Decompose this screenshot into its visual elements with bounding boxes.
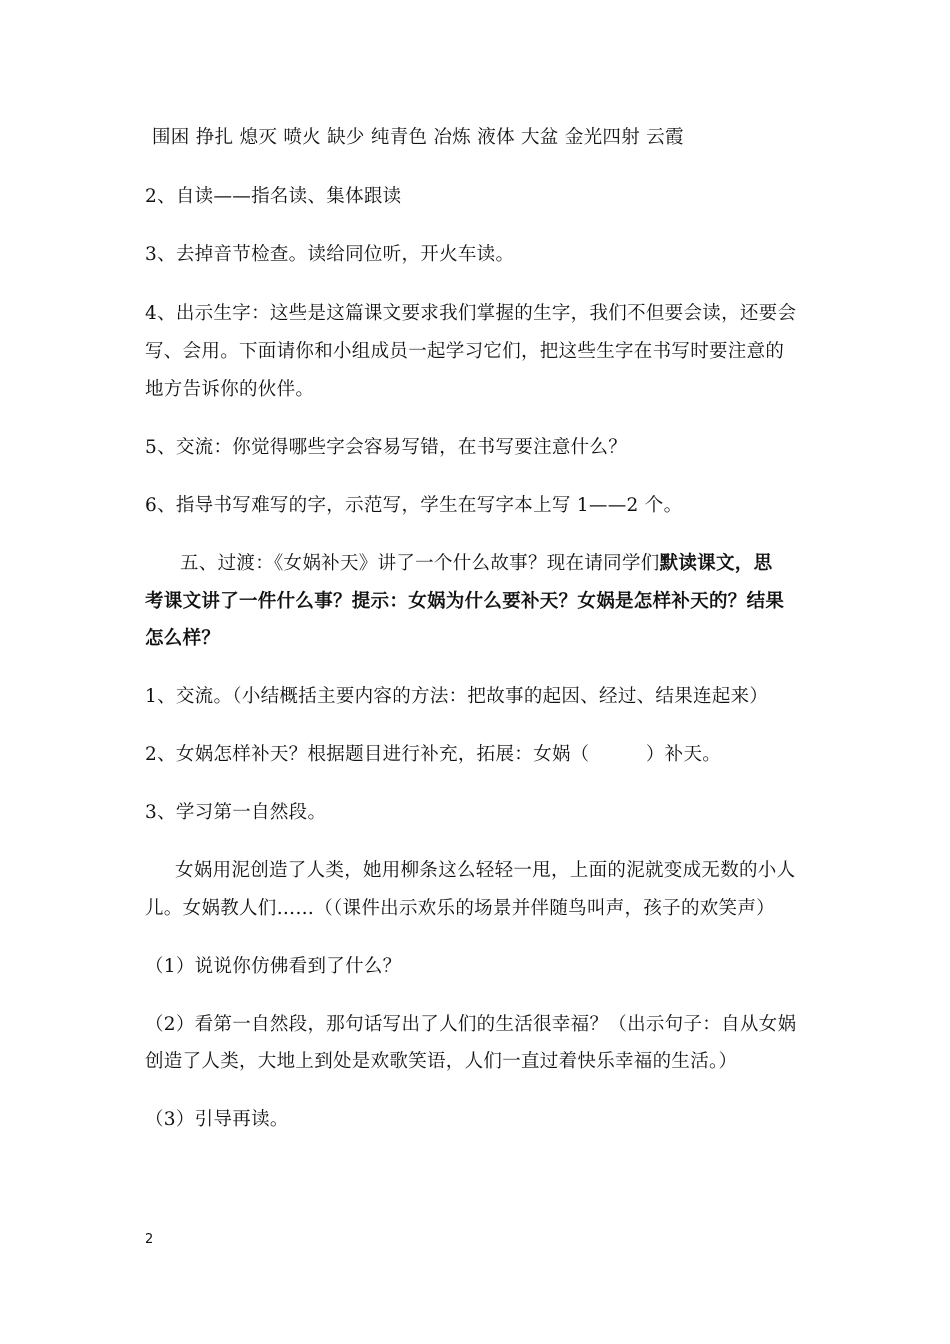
step-4-line-2: 写、会用。下面请你和小组成员一起学习它们，把这些生字在书写时要注意的: [145, 341, 785, 362]
page-number: 2: [145, 1232, 154, 1247]
step-4-line-3: 地方告诉你的伙伴。: [145, 379, 315, 400]
step-4-line-1: 4、出示生字：这些是这篇课文要求我们掌握的生字，我们不但要会读，还要会: [145, 303, 797, 324]
question-1-line: （1）说说你仿佛看到了什么？: [145, 956, 402, 977]
section-5-bold-text: 默读课文，思: [659, 553, 773, 574]
story-line-1: 女娲用泥创造了人类，她用柳条这么轻轻一甩，上面的泥就变成无数的小人: [175, 860, 796, 881]
section-5-line-2: 考课文讲了一件什么事？提示：女娲为什么要补天？女娲是怎样补天的？结果: [145, 591, 785, 612]
section-5-line-3: 怎么样？: [145, 628, 221, 649]
vocab-line: 围困 挣扎 熄灭 喷火 缺少 纯青色 冶炼 液体 大盆 金光四射 云霞: [152, 127, 684, 148]
question-3-line: （3）引导再读。: [145, 1109, 289, 1130]
step-2-line: 2、自读——指名读、集体跟读: [145, 186, 402, 207]
step-5-line: 5、交流：你觉得哪些字会容易写错，在书写要注意什么？: [145, 437, 628, 458]
exchange-line: 1、交流。（小结概括主要内容的方法：把故事的起因、经过、结果连起来）: [145, 686, 769, 707]
paragraph-1-heading: 3、学习第一自然段。: [145, 802, 327, 823]
question-2-line-2: 创造了人类，大地上到处是欢歌笑语，人们一直过着快乐幸福的生活。）: [145, 1051, 738, 1072]
section-5-normal-text: 五、过渡：《女娲补天》讲了一个什么故事？现在请同学们: [180, 553, 660, 574]
question-2-line-1: （2）看第一自然段，那句话写出了人们的生活很幸福？（出示句子：自从女娲: [145, 1014, 797, 1035]
step-3-line: 3、去掉音节检查。读给同位听，开火车读。: [145, 244, 515, 265]
supplement-line: 2、女娲怎样补天？根据题目进行补充，拓展：女娲（ ）补天。: [145, 744, 722, 765]
step-6-line: 6、指导书写难写的字，示范写，学生在写字本上写 1——2 个。: [145, 495, 683, 516]
section-5-line-1: [180, 552, 772, 576]
story-line-2: 儿。女娲教人们……（（课件出示欢乐的场景并伴随鸟叫声，孩子的欢笑声）: [145, 898, 775, 919]
